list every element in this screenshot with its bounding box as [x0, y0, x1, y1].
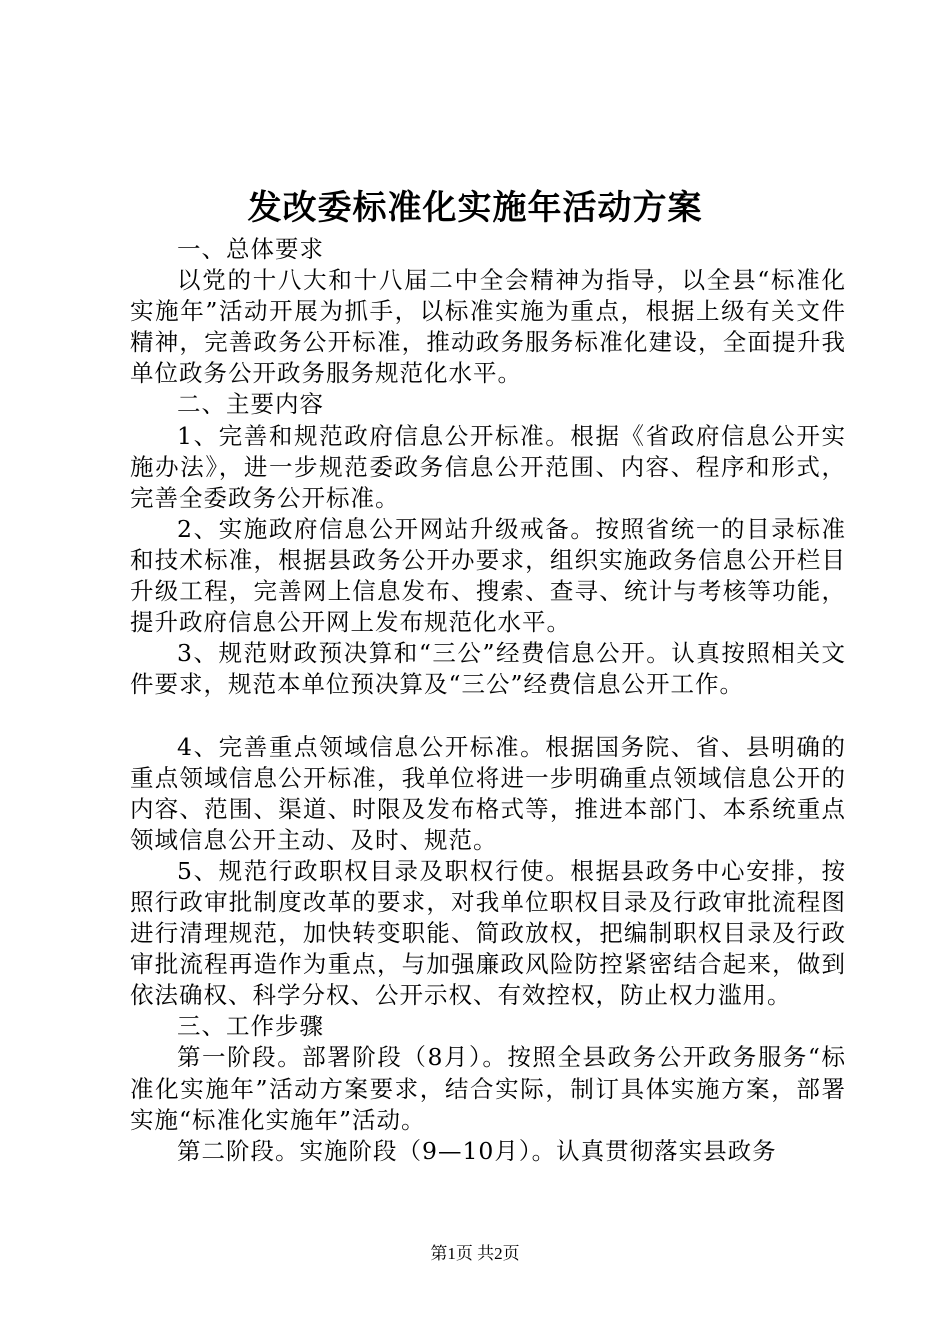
document-title: 发改委标准化实施年活动方案 [247, 188, 703, 228]
section-heading-main-content: 二、主要内容 [177, 390, 324, 419]
paragraph-item-3: 3、规范财政预决算和“三公”经费信息公开。认真按照相关文件要求，规范本单位预决算及“三公”经费信息公开工作。 [130, 639, 846, 699]
paragraph-item-5: 5、规范行政职权目录及职权行使。根据县政务中心安排，按照行政审批制度改革的要求，对我单位职权目录及行政审批流程图进行清理规范，加快转变职能、简政放权，把编制职权目录及行政审批流程再造作为重点，与加强廉政风险防控紧密结合起来，做到依法确权、科学分权、公开示权、有效控权，防止权力滥用。 [130, 856, 846, 1010]
paragraph-item-2: 2、实施政府信息公开网站升级戒备。按照省统一的目录标准和技术标准，根据县政务公开办要求，组织实施政务信息公开栏目升级工程，完善网上信息发布、搜索、查寻、统计与考核等功能，提升政府信息公开网上发布规范化水平。 [130, 514, 846, 637]
page-number-footer: 第1页 共2页 [430, 1244, 520, 1263]
paragraph-stage-1: 第一阶段。部署阶段（8月）。按照全县政务公开政务服务“标准化实施年”活动方案要求，结合实际，制订具体实施方案，部署实施“标准化实施年”活动。 [130, 1043, 846, 1134]
paragraph-general-requirements: 以党的十八大和十八届二中全会精神为指导，以全县“标准化实施年”活动开展为抓手，以标准实施为重点，根据上级有关文件精神，完善政务公开标准，推动政务服务标准化建设，全面提升我单位政务公开政务服务规范化水平。 [130, 266, 846, 388]
paragraph-item-1: 1、完善和规范政府信息公开标准。根据《省政府信息公开实施办法》，进一步规范委政务信息公开范围、内容、程序和形式，完善全委政务公开标准。 [130, 421, 846, 512]
blank-line [130, 700, 846, 731]
paragraph-stage-2: 第二阶段。实施阶段（9—10月）。认真贯彻落实县政务 [177, 1136, 777, 1165]
section-heading-general-requirements: 一、总体要求 [177, 235, 324, 263]
paragraph-item-4: 4、完善重点领域信息公开标准。根据国务院、省、县明确的重点领域信息公开标准，我单位将进一步明确重点领域信息公开的内容、范围、渠道、时限及发布格式等，推进本部门、本系统重点领域信息公开主动、及时、规范。 [130, 732, 846, 854]
document-body [130, 234, 846, 1167]
section-heading-work-steps: 三、工作步骤 [177, 1012, 324, 1041]
